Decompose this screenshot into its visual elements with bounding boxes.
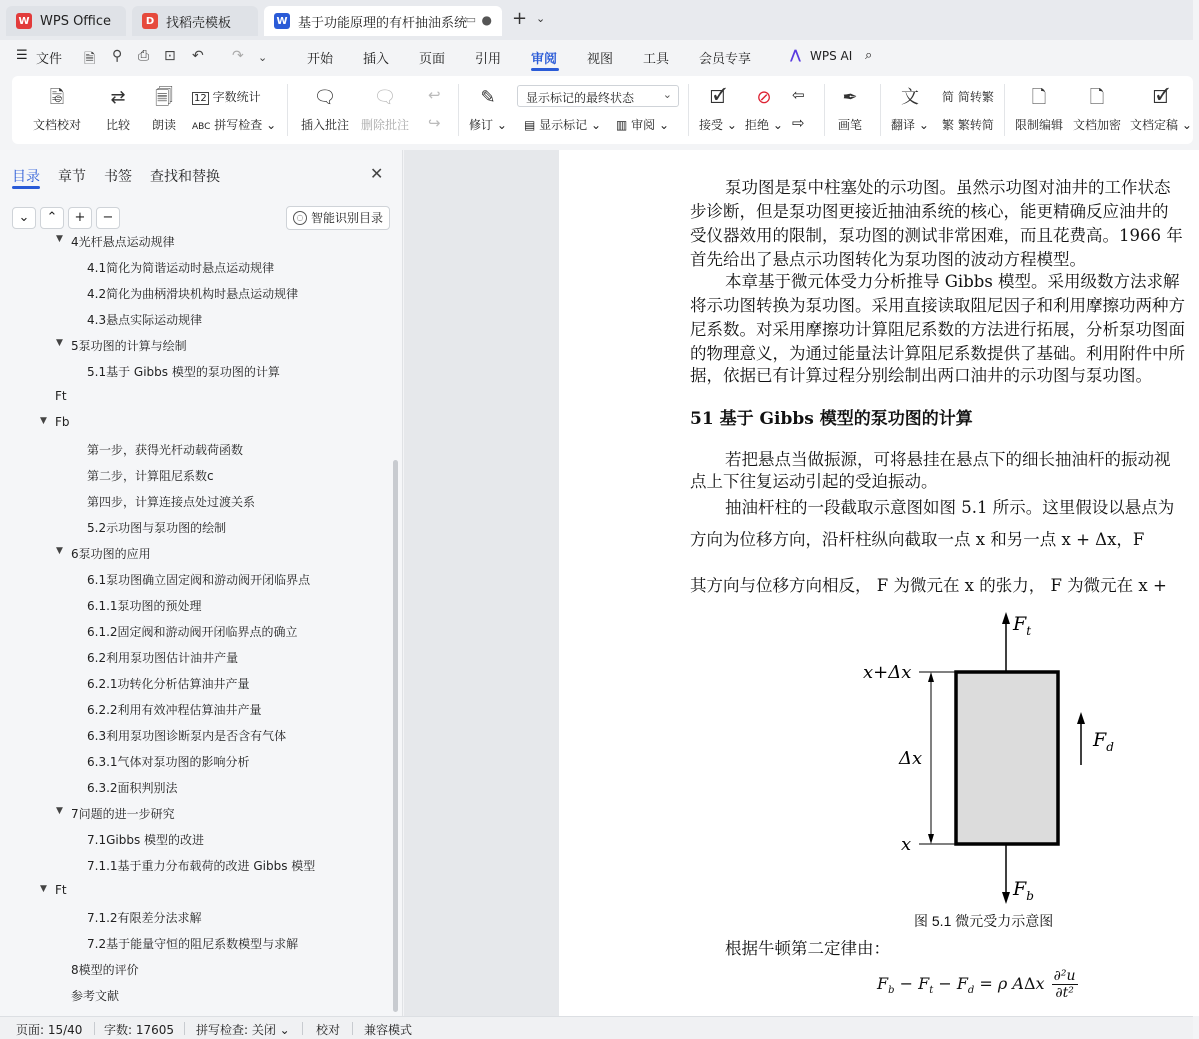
doc-check-button[interactable]: 🗟 文档校对 bbox=[32, 87, 81, 132]
next-change-icon[interactable]: ⇨ bbox=[792, 114, 805, 132]
restrict-edit-icon: 🗋 bbox=[1031, 87, 1047, 108]
toc-item[interactable] bbox=[87, 493, 255, 510]
toc-item[interactable] bbox=[55, 389, 67, 403]
toc-item-label: 7.2基于能量守恒的阻尼系数模型与求解 bbox=[87, 937, 299, 951]
expand-arrow-icon[interactable]: ▼ bbox=[56, 546, 63, 556]
tab-find-replace[interactable]: 查找和替换 bbox=[150, 169, 220, 185]
toc-item[interactable] bbox=[87, 597, 202, 614]
show-markup-button[interactable]: ▤ 显示标记 ⌄ bbox=[524, 118, 602, 132]
new-tab-plus-icon[interactable]: + bbox=[512, 8, 528, 29]
document-page[interactable] bbox=[559, 150, 1199, 1016]
toc-item[interactable] bbox=[87, 675, 250, 692]
toc-item[interactable] bbox=[56, 233, 175, 250]
para-line: 步诊断，但是泵功图更接近抽油系统的核心，能更精确反应油井的 bbox=[690, 202, 1169, 221]
menu-insert[interactable]: 插入 bbox=[363, 52, 390, 67]
word-doc-icon: W bbox=[274, 13, 290, 29]
toc-item-label: 6.1泵功图确立固定阀和游动阀开闭临界点 bbox=[87, 573, 311, 587]
expand-arrow-icon[interactable]: ▼ bbox=[56, 338, 63, 348]
pen-icon: ✒ bbox=[842, 87, 858, 108]
spell-check-button[interactable]: ABC 拼写检查 ⌄ bbox=[192, 118, 277, 132]
comment-add-icon: 🗨 bbox=[313, 87, 337, 108]
spell-check-icon: ABC bbox=[192, 122, 211, 132]
wps-ai-icon[interactable]: ⋀ bbox=[790, 48, 801, 63]
toc-item-label: Ft bbox=[55, 389, 67, 403]
accept-icon: 🗹 bbox=[709, 87, 727, 108]
insert-comment-button[interactable]: 🗨 插入批注 bbox=[300, 87, 349, 132]
prev-change-icon[interactable]: ⇦ bbox=[792, 86, 805, 104]
toc-item[interactable] bbox=[87, 779, 178, 796]
redo-icon[interactable]: ↷ bbox=[232, 48, 244, 64]
toc-item-label: 4光杆悬点运动规律 bbox=[71, 235, 175, 249]
toc-item[interactable] bbox=[40, 415, 70, 429]
para-line: 将示功图转换为泵功图。采用直接读取阻尼因子和利用摩擦功两种方 bbox=[690, 296, 1185, 315]
review-pane-icon: ▥ bbox=[616, 118, 628, 132]
para-line: 据，依据已有计算过程分别绘制出两口油井的示功图与泵功图。 bbox=[690, 366, 1152, 385]
add-heading-icon[interactable]: + bbox=[68, 207, 92, 229]
toc-item-label: 参考文献 bbox=[71, 989, 120, 1003]
active-tab-indicator bbox=[12, 186, 40, 189]
toc-item[interactable] bbox=[56, 337, 187, 354]
toc-item-label: 5泵功图的计算与绘制 bbox=[71, 339, 187, 353]
toc-item[interactable] bbox=[40, 883, 67, 897]
doc-check-icon: 🗟 bbox=[49, 87, 65, 108]
revise-button[interactable]: ✎ 修订 ⌄ bbox=[469, 87, 507, 132]
sidebar-scrollbar[interactable] bbox=[393, 460, 398, 1012]
tab-bookmarks[interactable]: 书签 bbox=[104, 169, 132, 185]
status-separator bbox=[184, 1022, 185, 1035]
simp-trad-icon: 简 bbox=[942, 90, 955, 104]
toc-item-label: 4.1简化为简谐运动时悬点运动规律 bbox=[87, 261, 275, 275]
toc-item-label: 7.1Gibbs 模型的改进 bbox=[87, 833, 205, 847]
wps-logo-icon: W bbox=[16, 13, 32, 29]
revise-icon: ✎ bbox=[480, 87, 496, 108]
tab-close-dot-icon[interactable]: ● bbox=[481, 13, 492, 27]
smart-recognize-icon: ◌ bbox=[293, 211, 307, 225]
menu-wps-ai[interactable]: WPS AI bbox=[810, 49, 853, 63]
save-icon[interactable]: 🗎 bbox=[84, 51, 96, 67]
toc-item-label: Fb bbox=[55, 415, 70, 429]
read-aloud-icon: 🗐 bbox=[155, 87, 173, 108]
toc-item[interactable] bbox=[56, 805, 175, 822]
tab-chapters[interactable]: 章节 bbox=[58, 169, 86, 185]
print-icon[interactable]: ⎙ bbox=[138, 48, 150, 64]
toc-item-label: 8模型的评价 bbox=[71, 963, 139, 977]
para-line: 本章基于微元体受力分析推导 Gibbs 模型。采用级数方法求解 bbox=[725, 272, 1180, 291]
close-icon[interactable]: ✕ bbox=[370, 164, 384, 183]
accept-button[interactable]: 🗹 接受 ⌄ bbox=[699, 87, 737, 132]
doc-finalize-button[interactable]: 🗹 文档定稿 ⌄ bbox=[1130, 87, 1192, 132]
smart-toc-button[interactable]: ◌ 智能识别目录 bbox=[286, 206, 390, 230]
word-count-indicator[interactable]: 字数: 17605 bbox=[104, 1023, 175, 1037]
toc-item[interactable] bbox=[87, 831, 204, 848]
para-line: 首先给出了悬点示功图转化为泵功图的波动方程模型。 bbox=[690, 250, 1086, 269]
toc-item[interactable] bbox=[87, 857, 315, 874]
reject-icon: ⊘ bbox=[756, 87, 772, 108]
active-menu-indicator bbox=[531, 68, 559, 71]
pen-button[interactable]: ✒ 画笔 bbox=[837, 87, 862, 132]
toc-item[interactable] bbox=[87, 623, 298, 640]
navigation-pane bbox=[0, 150, 403, 1016]
menu-view[interactable]: 视图 bbox=[587, 52, 614, 67]
toc-item-label: 4.3悬点实际运动规律 bbox=[87, 313, 203, 327]
toc-list bbox=[0, 234, 396, 1016]
toc-item-label: 7.1.2有限差分法求解 bbox=[87, 911, 202, 925]
review-pane-button[interactable]: ▥ 审阅 ⌄ bbox=[616, 118, 670, 132]
toc-item-label: 7.1.1基于重力分布载荷的改进 Gibbs 模型 bbox=[87, 859, 316, 873]
toc-item-label: 第二步，计算阻尼系数c bbox=[87, 469, 214, 483]
status-separator bbox=[302, 1022, 303, 1035]
tab-toc[interactable]: 目录 bbox=[12, 169, 40, 185]
page-indicator[interactable]: 页面: 15/40 bbox=[16, 1023, 83, 1037]
document-area bbox=[404, 150, 1193, 1016]
compare-button[interactable]: ⇄ 比较 bbox=[105, 87, 130, 132]
review-ribbon bbox=[12, 76, 1193, 144]
toc-item-label: 6.1.2固定阀和游动阀开闭临界点的确立 bbox=[87, 625, 298, 639]
menu-file[interactable]: 文件 bbox=[36, 52, 63, 67]
trad-simp-icon: 繁 bbox=[942, 118, 955, 132]
toc-item-label: 5.2示功图与泵功图的绘制 bbox=[87, 521, 227, 535]
toc-item-label: 6.2利用泵功图估计油井产量 bbox=[87, 651, 239, 665]
word-count-icon: 12 bbox=[194, 93, 207, 104]
doc-encrypt-button[interactable]: 🗋 文档加密 bbox=[1072, 87, 1121, 132]
toc-item[interactable] bbox=[87, 519, 226, 536]
status-separator bbox=[352, 1022, 353, 1035]
status-bar bbox=[0, 1016, 1193, 1039]
lock-doc-icon: 🗋 bbox=[1089, 87, 1105, 108]
proofread-status[interactable]: 校对 bbox=[316, 1023, 341, 1037]
force-diagram bbox=[859, 610, 1119, 910]
toc-item[interactable] bbox=[87, 441, 243, 458]
restrict-edit-button[interactable]: 🗋 限制编辑 bbox=[1014, 87, 1063, 132]
chevron-down-icon[interactable]: ⌄ bbox=[258, 51, 268, 64]
toc-item-label: 6.3.2面积判别法 bbox=[87, 781, 178, 795]
ribbon-separator bbox=[458, 84, 459, 136]
compare-icon: ⇄ bbox=[110, 87, 126, 108]
figure-caption: 图 5.1 微元受力示意图 bbox=[914, 913, 1054, 929]
tab-wps-office[interactable] bbox=[6, 6, 126, 36]
collapse-down-icon[interactable]: ⌄ bbox=[12, 207, 36, 229]
para-line: 抽油杆柱的一段截取示意图如图 5.1 所示。这里假设以悬点为 bbox=[725, 498, 1175, 517]
toc-item[interactable] bbox=[87, 571, 310, 588]
toc-item[interactable] bbox=[87, 363, 280, 380]
label-fd: $F_d$ bbox=[1093, 729, 1114, 754]
expand-arrow-icon[interactable]: ▼ bbox=[40, 416, 47, 426]
label-fb: $F_b$ bbox=[1013, 878, 1034, 903]
ribbon-separator bbox=[880, 84, 881, 136]
toc-item-label: 6.2.1功转化分析估算油井产量 bbox=[87, 677, 250, 691]
fd-arrowhead bbox=[1077, 712, 1085, 724]
read-aloud-button[interactable]: 🗐 朗读 bbox=[151, 87, 176, 132]
print-preview-icon[interactable]: ⊡ bbox=[164, 48, 176, 64]
dim-arrowhead-bottom bbox=[928, 834, 934, 844]
menu-home[interactable]: 开始 bbox=[307, 52, 334, 67]
menu-review[interactable]: 审阅 bbox=[531, 52, 558, 67]
menu-bar bbox=[0, 40, 1193, 72]
finalize-icon: 🗹 bbox=[1152, 87, 1170, 108]
toc-item-label: 6.3.1气体对泵功图的影响分析 bbox=[87, 755, 250, 769]
toc-item-label: 第一步，获得光杆动载荷函数 bbox=[87, 443, 244, 457]
menu-page[interactable]: 页面 bbox=[419, 52, 446, 67]
toc-item-label: 6泵功图的应用 bbox=[71, 547, 151, 561]
toc-item-label: 6.2.2利用有效冲程估算油井产量 bbox=[87, 703, 262, 717]
ribbon-separator bbox=[824, 84, 825, 136]
toc-item-label: 7问题的进一步研究 bbox=[71, 807, 175, 821]
tab-bar bbox=[0, 0, 1193, 40]
translate-button[interactable]: 文 翻译 ⌄ bbox=[891, 87, 929, 132]
menu-reference[interactable]: 引用 bbox=[475, 52, 502, 67]
tab-label: 基于功能原理的有杆抽油系统 bbox=[298, 15, 468, 31]
chevron-down-icon[interactable]: ⌄ bbox=[536, 12, 546, 25]
section-heading: 51 基于 Gibbs 模型的泵功图的计算 bbox=[690, 409, 973, 429]
expand-arrow-icon[interactable]: ▼ bbox=[56, 806, 63, 816]
markup-state-select[interactable]: 显示标记的最终状态 ⌄ bbox=[517, 85, 679, 107]
menu-member[interactable]: 会员专享 bbox=[699, 52, 752, 67]
undo-icon[interactable]: ↶ bbox=[192, 48, 204, 64]
para-line: 其方向与位移方向相反， F 为微元在 x 的张力， F 为微元在 x + bbox=[690, 576, 1167, 595]
toc-item[interactable] bbox=[87, 753, 250, 770]
para-line: 根据牛顿第二定律由： bbox=[725, 939, 890, 958]
ft-arrowhead bbox=[1002, 612, 1010, 624]
para-line: 若把悬点当做振源，可将悬挂在悬点下的细长抽油杆的振动视 bbox=[725, 450, 1171, 469]
cloud-icon[interactable]: ⚲ bbox=[112, 48, 123, 64]
dim-arrowhead-top bbox=[928, 672, 934, 682]
ribbon-separator bbox=[287, 84, 288, 136]
ribbon-separator bbox=[1004, 84, 1005, 136]
fb-arrowhead bbox=[1002, 892, 1010, 904]
collapse-up-icon[interactable]: ⌃ bbox=[40, 207, 64, 229]
label-dx: Δx bbox=[899, 748, 923, 769]
simp-to-trad-button[interactable]: 简 简转繁 bbox=[942, 90, 994, 104]
toc-item[interactable] bbox=[87, 649, 238, 666]
label-ft: $F_t$ bbox=[1013, 613, 1032, 638]
para-line: 泵功图是泵中柱塞处的示功图。虽然示功图对油井的工作状态 bbox=[725, 178, 1171, 197]
hamburger-icon[interactable]: ☰ bbox=[16, 48, 28, 63]
tab-document[interactable] bbox=[264, 6, 502, 36]
prev-comment-icon[interactable]: ↩ bbox=[428, 86, 441, 104]
toc-item-label: Ft bbox=[55, 883, 67, 897]
show-markup-icon: ▤ bbox=[524, 118, 536, 132]
toc-item[interactable] bbox=[71, 987, 119, 1004]
toc-item[interactable] bbox=[87, 701, 262, 718]
toc-item-label: 第四步，计算连接点处过渡关系 bbox=[87, 495, 256, 509]
next-comment-icon[interactable]: ↪ bbox=[428, 114, 441, 132]
toc-item-label: 6.3利用泵功图诊断泵内是否含有气体 bbox=[87, 729, 287, 743]
comment-delete-icon: 🗨 bbox=[373, 87, 397, 108]
delete-comment-button[interactable]: 🗨 删除批注 bbox=[360, 87, 409, 132]
para-line: 点上下往复运动引起的受迫振动。 bbox=[690, 472, 938, 491]
reject-button[interactable]: ⊘ 拒绝 ⌄ bbox=[745, 87, 783, 132]
toc-item-label: 6.1.1泵功图的预处理 bbox=[87, 599, 202, 613]
word-count-button[interactable]: 12 字数统计 bbox=[194, 90, 261, 104]
label-x-plus-dx: x+Δx bbox=[863, 662, 912, 683]
spell-check-status[interactable]: 拼写检查: 关闭 ⌄ bbox=[196, 1023, 290, 1037]
docer-icon: D bbox=[142, 13, 158, 29]
toc-item[interactable] bbox=[87, 935, 298, 952]
para-line: 方向为位移方向，沿杆柱纵向截取一点 x 和另一点 x + Δx，F bbox=[690, 530, 1145, 549]
translate-icon: 文 bbox=[901, 87, 919, 108]
compat-mode-status: 兼容模式 bbox=[364, 1023, 413, 1037]
chevron-down-icon: ⌄ bbox=[662, 88, 672, 101]
search-icon[interactable]: ⌕ bbox=[865, 48, 873, 63]
tab-label: 找稻壳模板 bbox=[166, 15, 232, 31]
para-line: 尼系数。对采用摩擦功计算阻尼系数的方法进行拓展，分析泵功图面 bbox=[690, 320, 1185, 339]
label-x: x bbox=[901, 834, 912, 855]
toc-item[interactable] bbox=[56, 545, 151, 562]
menu-tools[interactable]: 工具 bbox=[643, 52, 670, 67]
para-line: 受仪器效用的限制，泵功图的测试非常困难，而且花费高。1966 年 bbox=[690, 226, 1183, 245]
trad-to-simp-button[interactable]: 繁 繁转简 bbox=[942, 118, 994, 132]
para-line: 的物理意义，为通过能量法计算阻尼系数提供了基础。利用附件中所 bbox=[690, 344, 1185, 363]
toc-item[interactable] bbox=[87, 467, 214, 484]
toc-item[interactable] bbox=[87, 727, 286, 744]
toc-item[interactable] bbox=[87, 285, 298, 302]
newton-equation: $F_b - F_t - F_d = \rho$ AΔx $\frac{\text{∂²u}}{\text{∂t²}}$ bbox=[877, 968, 1076, 1001]
status-separator bbox=[94, 1022, 95, 1035]
toc-item[interactable] bbox=[87, 909, 202, 926]
toc-item[interactable] bbox=[87, 259, 274, 276]
toc-item-label: 5.1基于 Gibbs 模型的泵功图的计算 bbox=[87, 365, 280, 379]
remove-heading-icon[interactable]: − bbox=[96, 207, 120, 229]
toc-item[interactable] bbox=[87, 311, 202, 328]
expand-arrow-icon[interactable]: ▼ bbox=[56, 234, 63, 244]
tab-docer[interactable] bbox=[132, 6, 258, 36]
toc-item[interactable] bbox=[71, 961, 139, 978]
toc-item-label: 4.2简化为曲柄滑块机构时悬点运动规律 bbox=[87, 287, 299, 301]
rod-element bbox=[956, 672, 1058, 844]
expand-arrow-icon[interactable]: ▼ bbox=[40, 884, 47, 894]
monitor-icon[interactable]: ▭ bbox=[465, 13, 476, 26]
tab-label: WPS Office bbox=[40, 13, 112, 29]
ribbon-separator bbox=[688, 84, 689, 136]
